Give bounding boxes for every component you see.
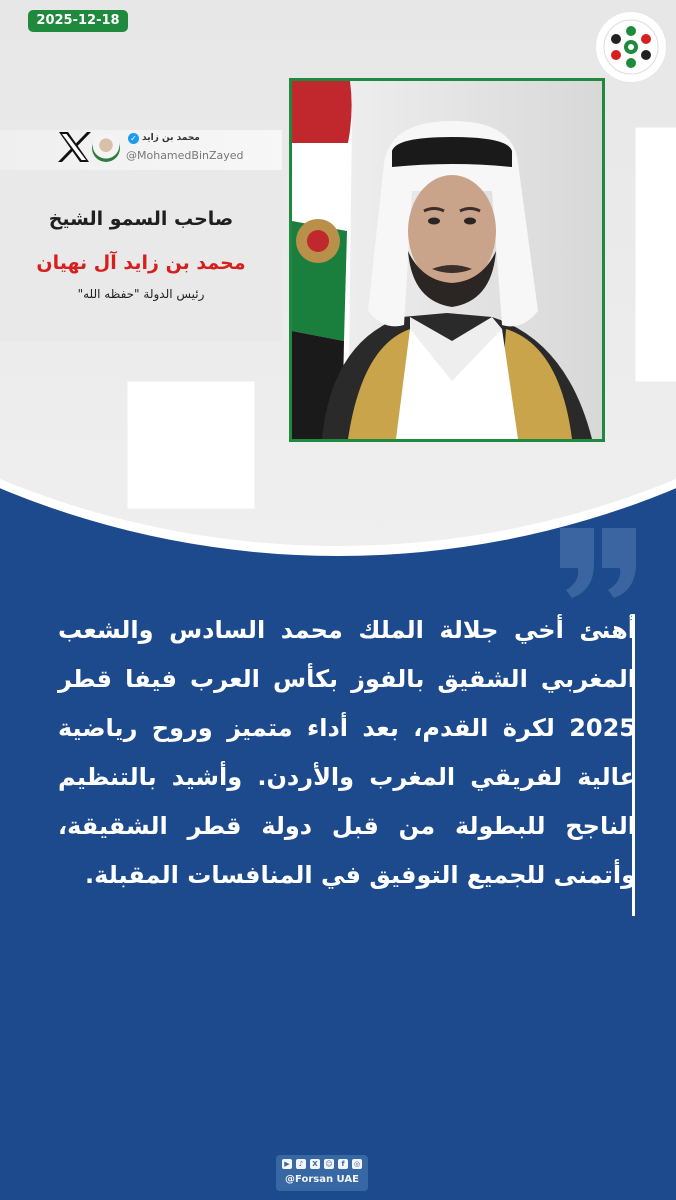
x-logo-icon bbox=[56, 130, 92, 164]
tweet-handle[interactable]: @MohamedBinZayed bbox=[126, 149, 244, 162]
title-honorific: صاحب السمو الشيخ bbox=[48, 208, 234, 230]
avatar[interactable] bbox=[92, 134, 120, 162]
facebook-icon[interactable]: f bbox=[338, 1159, 348, 1169]
tweet-display-name: محمد بن زايد bbox=[142, 133, 200, 143]
forsan-logo-icon bbox=[596, 12, 666, 82]
title-position: رئيس الدولة "حفظه الله" bbox=[77, 287, 205, 301]
snapchat-icon[interactable]: ☺ bbox=[325, 1160, 333, 1168]
tiktok-icon[interactable]: ♪ bbox=[296, 1159, 306, 1169]
date-badge: 2025-12-18 bbox=[28, 10, 128, 32]
youtube-icon[interactable]: ▶ bbox=[282, 1159, 292, 1169]
social-icons bbox=[282, 1159, 362, 1171]
footer-handle: @Forsan UAE bbox=[285, 1174, 359, 1185]
quote-icon bbox=[556, 524, 640, 600]
portrait-image bbox=[289, 78, 605, 442]
quote-text: أهنئ أخي جلالة الملك محمد السادس والشعب المغربي الشقيق بالفوز بكأس العرب فيفا قطر 2025 لكرة القدم، بعد أداء متميز وروح رياضية عالية لفريقي المغرب والأردن. وأشيد بالتنظيم الناجح للبطولة من قبل دولة قطر الشقيقة، وأتمنى للجميع التوفيق في المنافسات المقبلة. bbox=[58, 616, 636, 889]
x-icon[interactable]: X bbox=[310, 1159, 320, 1169]
verified-icon: ✓ bbox=[128, 133, 139, 144]
footer-badge[interactable] bbox=[276, 1155, 368, 1191]
instagram-icon[interactable]: ◎ bbox=[353, 1160, 361, 1168]
title-name: محمد بن زايد آل نهيان bbox=[36, 252, 246, 274]
